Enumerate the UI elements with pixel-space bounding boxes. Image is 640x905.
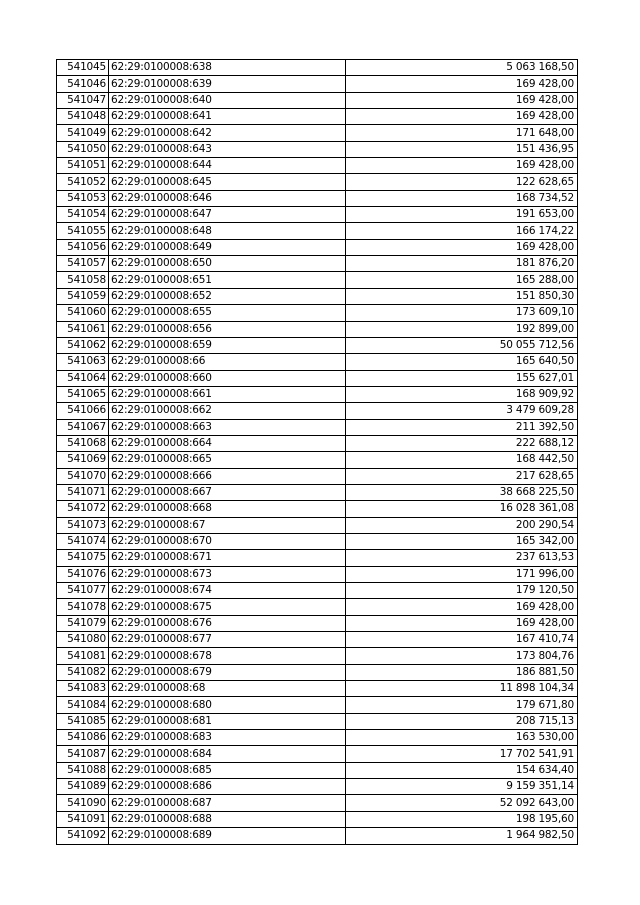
row-number: 541052 xyxy=(57,174,109,190)
cadastral-number: 62:29:0100008:655 xyxy=(109,305,346,321)
table-row xyxy=(57,223,578,239)
row-number: 541070 xyxy=(57,468,109,484)
cadastral-number: 62:29:0100008:662 xyxy=(109,403,346,419)
cadastral-number: 62:29:0100008:652 xyxy=(109,288,346,304)
table-row xyxy=(57,337,578,353)
row-number: 541047 xyxy=(57,92,109,108)
row-number: 541046 xyxy=(57,76,109,92)
cadastral-value: 165 640,50 xyxy=(346,354,578,370)
table-row xyxy=(57,730,578,746)
cadastral-number: 62:29:0100008:644 xyxy=(109,158,346,174)
cadastral-value: 11 898 104,34 xyxy=(346,681,578,697)
cadastral-value: 173 804,76 xyxy=(346,648,578,664)
cadastral-value: 5 063 168,50 xyxy=(346,60,578,76)
table-row xyxy=(57,632,578,648)
cadastral-number: 62:29:0100008:673 xyxy=(109,566,346,582)
table-row xyxy=(57,207,578,223)
table-row xyxy=(57,697,578,713)
table-row xyxy=(57,92,578,108)
row-number: 541086 xyxy=(57,730,109,746)
cadastral-number: 62:29:0100008:670 xyxy=(109,533,346,549)
table-row xyxy=(57,60,578,76)
cadastral-value: 52 092 643,00 xyxy=(346,795,578,811)
cadastral-number: 62:29:0100008:639 xyxy=(109,76,346,92)
cadastral-number: 62:29:0100008:665 xyxy=(109,452,346,468)
cadastral-number: 62:29:0100008:649 xyxy=(109,239,346,255)
cadastral-number: 62:29:0100008:663 xyxy=(109,419,346,435)
cadastral-number: 62:29:0100008:661 xyxy=(109,386,346,402)
cadastral-number: 62:29:0100008:667 xyxy=(109,484,346,500)
cadastral-value: 181 876,20 xyxy=(346,256,578,272)
cadastral-value: 208 715,13 xyxy=(346,713,578,729)
cadastral-value: 151 436,95 xyxy=(346,141,578,157)
cadastral-value: 17 702 541,91 xyxy=(346,746,578,762)
row-number: 541057 xyxy=(57,256,109,272)
row-number: 541075 xyxy=(57,550,109,566)
table-row xyxy=(57,533,578,549)
table-row xyxy=(57,174,578,190)
table-row xyxy=(57,109,578,125)
row-number: 541056 xyxy=(57,239,109,255)
cadastral-number: 62:29:0100008:640 xyxy=(109,92,346,108)
row-number: 541072 xyxy=(57,501,109,517)
table-row xyxy=(57,76,578,92)
cadastral-number: 62:29:0100008:664 xyxy=(109,435,346,451)
table-row xyxy=(57,566,578,582)
table-row xyxy=(57,141,578,157)
cadastral-number: 62:29:0100008:678 xyxy=(109,648,346,664)
cadastral-value-table xyxy=(56,59,578,845)
cadastral-value: 169 428,00 xyxy=(346,92,578,108)
cadastral-number: 62:29:0100008:660 xyxy=(109,370,346,386)
cadastral-value: 165 342,00 xyxy=(346,533,578,549)
cadastral-number: 62:29:0100008:638 xyxy=(109,60,346,76)
cadastral-number: 62:29:0100008:685 xyxy=(109,762,346,778)
cadastral-number: 62:29:0100008:641 xyxy=(109,109,346,125)
row-number: 541091 xyxy=(57,811,109,827)
cadastral-value: 16 028 361,08 xyxy=(346,501,578,517)
cadastral-value: 169 428,00 xyxy=(346,109,578,125)
cadastral-number: 62:29:0100008:684 xyxy=(109,746,346,762)
table-row xyxy=(57,288,578,304)
cadastral-number: 62:29:0100008:675 xyxy=(109,599,346,615)
cadastral-number: 62:29:0100008:648 xyxy=(109,223,346,239)
row-number: 541079 xyxy=(57,615,109,631)
row-number: 541062 xyxy=(57,337,109,353)
cadastral-value: 169 428,00 xyxy=(346,158,578,174)
table-row xyxy=(57,615,578,631)
cadastral-value: 169 428,00 xyxy=(346,76,578,92)
cadastral-value: 200 290,54 xyxy=(346,517,578,533)
cadastral-value: 122 628,65 xyxy=(346,174,578,190)
row-number: 541054 xyxy=(57,207,109,223)
table-row xyxy=(57,828,578,844)
row-number: 541055 xyxy=(57,223,109,239)
row-number: 541080 xyxy=(57,632,109,648)
row-number: 541063 xyxy=(57,354,109,370)
cadastral-number: 62:29:0100008:647 xyxy=(109,207,346,223)
cadastral-value: 217 628,65 xyxy=(346,468,578,484)
cadastral-value: 166 174,22 xyxy=(346,223,578,239)
cadastral-number: 62:29:0100008:650 xyxy=(109,256,346,272)
cadastral-number: 62:29:0100008:687 xyxy=(109,795,346,811)
cadastral-number: 62:29:0100008:666 xyxy=(109,468,346,484)
cadastral-number: 62:29:0100008:689 xyxy=(109,828,346,844)
cadastral-number: 62:29:0100008:646 xyxy=(109,190,346,206)
cadastral-value: 171 648,00 xyxy=(346,125,578,141)
row-number: 541071 xyxy=(57,484,109,500)
table-row xyxy=(57,419,578,435)
cadastral-number: 62:29:0100008:68 xyxy=(109,681,346,697)
cadastral-value: 168 734,52 xyxy=(346,190,578,206)
table-row xyxy=(57,811,578,827)
row-number: 541050 xyxy=(57,141,109,157)
table-row xyxy=(57,435,578,451)
table-row xyxy=(57,403,578,419)
cadastral-value: 198 195,60 xyxy=(346,811,578,827)
row-number: 541068 xyxy=(57,435,109,451)
cadastral-number: 62:29:0100008:645 xyxy=(109,174,346,190)
cadastral-number: 62:29:0100008:677 xyxy=(109,632,346,648)
table-row xyxy=(57,158,578,174)
cadastral-number: 62:29:0100008:683 xyxy=(109,730,346,746)
table-row xyxy=(57,664,578,680)
row-number: 541051 xyxy=(57,158,109,174)
row-number: 541081 xyxy=(57,648,109,664)
table-row xyxy=(57,501,578,517)
cadastral-number: 62:29:0100008:67 xyxy=(109,517,346,533)
table-row xyxy=(57,599,578,615)
table-row xyxy=(57,354,578,370)
cadastral-value: 173 609,10 xyxy=(346,305,578,321)
cadastral-value: 186 881,50 xyxy=(346,664,578,680)
cadastral-number: 62:29:0100008:668 xyxy=(109,501,346,517)
cadastral-number: 62:29:0100008:643 xyxy=(109,141,346,157)
row-number: 541074 xyxy=(57,533,109,549)
row-number: 541060 xyxy=(57,305,109,321)
cadastral-value: 38 668 225,50 xyxy=(346,484,578,500)
cadastral-value: 1 964 982,50 xyxy=(346,828,578,844)
row-number: 541058 xyxy=(57,272,109,288)
cadastral-value: 151 850,30 xyxy=(346,288,578,304)
cadastral-number: 62:29:0100008:681 xyxy=(109,713,346,729)
row-number: 541053 xyxy=(57,190,109,206)
row-number: 541065 xyxy=(57,386,109,402)
row-number: 541045 xyxy=(57,60,109,76)
row-number: 541048 xyxy=(57,109,109,125)
table-row xyxy=(57,550,578,566)
cadastral-value: 163 530,00 xyxy=(346,730,578,746)
cadastral-value: 167 410,74 xyxy=(346,632,578,648)
table-row xyxy=(57,190,578,206)
cadastral-value: 168 909,92 xyxy=(346,386,578,402)
table-row xyxy=(57,452,578,468)
cadastral-number: 62:29:0100008:656 xyxy=(109,321,346,337)
row-number: 541088 xyxy=(57,762,109,778)
cadastral-value: 165 288,00 xyxy=(346,272,578,288)
cadastral-number: 62:29:0100008:642 xyxy=(109,125,346,141)
table-row xyxy=(57,762,578,778)
row-number: 541067 xyxy=(57,419,109,435)
cadastral-value: 169 428,00 xyxy=(346,599,578,615)
table-row xyxy=(57,386,578,402)
cadastral-value: 9 159 351,14 xyxy=(346,779,578,795)
cadastral-number: 62:29:0100008:680 xyxy=(109,697,346,713)
cadastral-value: 179 671,80 xyxy=(346,697,578,713)
cadastral-number: 62:29:0100008:671 xyxy=(109,550,346,566)
cadastral-value: 155 627,01 xyxy=(346,370,578,386)
row-number: 541049 xyxy=(57,125,109,141)
row-number: 541073 xyxy=(57,517,109,533)
row-number: 541089 xyxy=(57,779,109,795)
table-body xyxy=(57,60,578,845)
table-row xyxy=(57,370,578,386)
row-number: 541066 xyxy=(57,403,109,419)
table-row xyxy=(57,648,578,664)
table-row xyxy=(57,517,578,533)
row-number: 541082 xyxy=(57,664,109,680)
row-number: 541077 xyxy=(57,583,109,599)
cadastral-value: 237 613,53 xyxy=(346,550,578,566)
table-row xyxy=(57,256,578,272)
cadastral-number: 62:29:0100008:679 xyxy=(109,664,346,680)
row-number: 541090 xyxy=(57,795,109,811)
table-row xyxy=(57,795,578,811)
table-row xyxy=(57,321,578,337)
table-row xyxy=(57,125,578,141)
row-number: 541092 xyxy=(57,828,109,844)
cadastral-value: 50 055 712,56 xyxy=(346,337,578,353)
table-row xyxy=(57,305,578,321)
table-row xyxy=(57,746,578,762)
cadastral-value: 171 996,00 xyxy=(346,566,578,582)
cadastral-value: 179 120,50 xyxy=(346,583,578,599)
row-number: 541061 xyxy=(57,321,109,337)
cadastral-number: 62:29:0100008:66 xyxy=(109,354,346,370)
row-number: 541085 xyxy=(57,713,109,729)
cadastral-number: 62:29:0100008:676 xyxy=(109,615,346,631)
row-number: 541069 xyxy=(57,452,109,468)
row-number: 541084 xyxy=(57,697,109,713)
cadastral-number: 62:29:0100008:686 xyxy=(109,779,346,795)
cadastral-value: 3 479 609,28 xyxy=(346,403,578,419)
table-row xyxy=(57,468,578,484)
cadastral-value: 192 899,00 xyxy=(346,321,578,337)
cadastral-number: 62:29:0100008:651 xyxy=(109,272,346,288)
table-row xyxy=(57,681,578,697)
row-number: 541059 xyxy=(57,288,109,304)
cadastral-value: 154 634,40 xyxy=(346,762,578,778)
row-number: 541087 xyxy=(57,746,109,762)
cadastral-value: 169 428,00 xyxy=(346,239,578,255)
cadastral-value: 222 688,12 xyxy=(346,435,578,451)
table-row xyxy=(57,583,578,599)
table-row xyxy=(57,484,578,500)
table-row xyxy=(57,779,578,795)
cadastral-value: 211 392,50 xyxy=(346,419,578,435)
row-number: 541083 xyxy=(57,681,109,697)
cadastral-value: 168 442,50 xyxy=(346,452,578,468)
row-number: 541064 xyxy=(57,370,109,386)
table-row xyxy=(57,272,578,288)
row-number: 541078 xyxy=(57,599,109,615)
row-number: 541076 xyxy=(57,566,109,582)
cadastral-value: 169 428,00 xyxy=(346,615,578,631)
cadastral-number: 62:29:0100008:659 xyxy=(109,337,346,353)
cadastral-value: 191 653,00 xyxy=(346,207,578,223)
table-row xyxy=(57,239,578,255)
cadastral-number: 62:29:0100008:688 xyxy=(109,811,346,827)
table-row xyxy=(57,713,578,729)
cadastral-number: 62:29:0100008:674 xyxy=(109,583,346,599)
